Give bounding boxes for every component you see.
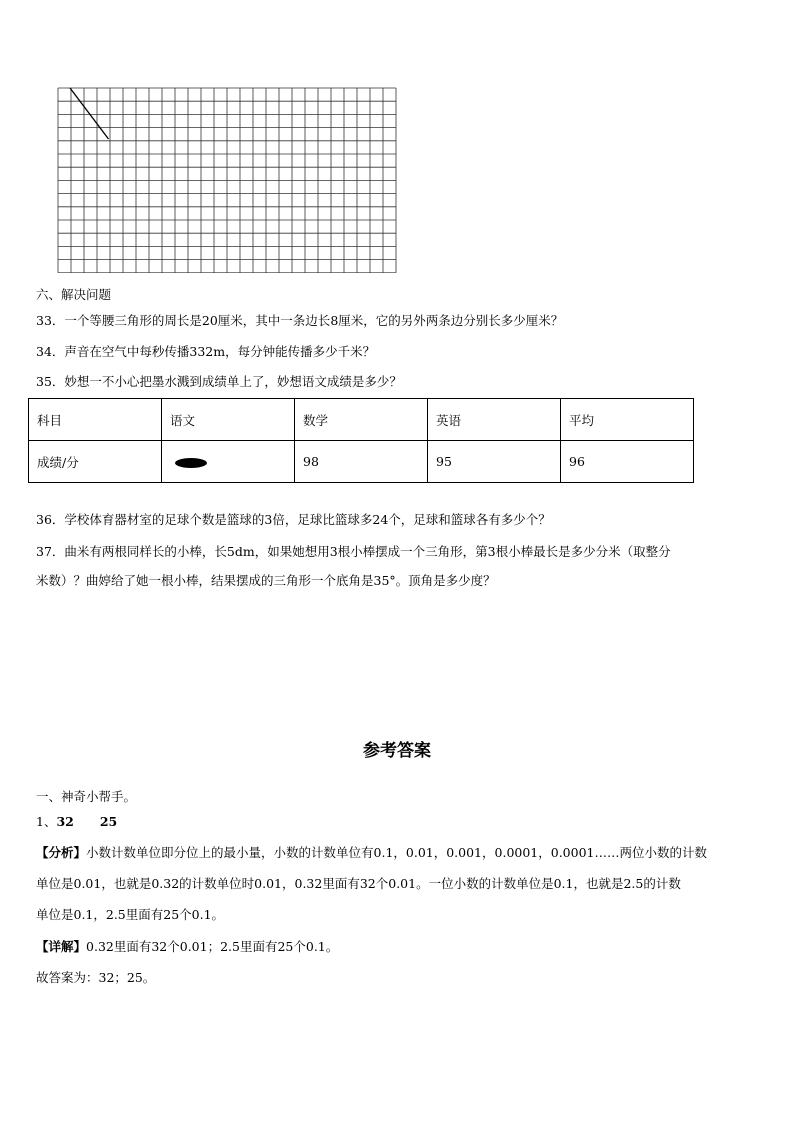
ink-blot-cell [162, 441, 295, 483]
analysis-tag: 【分析】 [36, 845, 87, 860]
analysis-text: 小数计数单位即分位上的最小量，小数的计数单位有0.1，0.01，0.001，0.0001，0.0001……两位小数的计数 [86, 845, 707, 860]
answer-1-label: 1、 [36, 814, 57, 829]
answer-1-value-a: 32 [56, 814, 74, 829]
table-header-row [29, 399, 694, 441]
table-cell: 96 [561, 441, 694, 483]
detail-text: 0.32里面有32个0.01；2.5里面有25个0.1。 [86, 939, 339, 954]
square-grid-figure [57, 87, 399, 273]
diagonal-segment [70, 88, 109, 139]
ink-blot-icon [174, 457, 208, 469]
analysis-line-2: 单位是0.01，也就是0.32的计数单位时0.01，0.32里面有32个0.01。一位小数的计数单位是0.1，也就是2.5的计数 [36, 876, 681, 891]
analysis-line-3: 单位是0.1，2.5里面有25个0.1。 [36, 907, 225, 922]
table-header-cell: 科目 [29, 399, 162, 441]
question-37-line-1: 37．曲米有两根同样长的小棒，长5dm，如果她想用3根小棒摆成一个三角形，第3根小棒最长是多少分米（取整分 [36, 544, 671, 559]
answer-1-value-b: 25 [99, 814, 118, 829]
section-six-title: 六、解决问题 [36, 287, 112, 302]
answer-1 [36, 814, 117, 830]
table-row-label: 成绩/分 [29, 441, 162, 483]
conclusion-line: 故答案为：32；25。 [36, 970, 156, 985]
answer-title: 参考答案 [363, 741, 431, 761]
analysis-line-1 [36, 845, 707, 861]
detail-line [36, 939, 338, 955]
table-header-cell: 平均 [561, 399, 694, 441]
question-35: 35．妙想一不小心把墨水溅到成绩单上了，妙想语文成绩是多少？ [36, 374, 402, 389]
score-table [28, 398, 694, 483]
table-header-cell: 英语 [428, 399, 561, 441]
detail-tag: 【详解】 [36, 939, 87, 954]
table-cell: 95 [428, 441, 561, 483]
table-cell: 98 [295, 441, 428, 483]
question-33: 33．一个等腰三角形的周长是20厘米，其中一条边长8厘米，它的另外两条边分别长多少厘米？ [36, 313, 564, 328]
table-row [29, 441, 694, 483]
part-one-title: 一、神奇小帮手。 [36, 789, 137, 804]
question-37-line-2: 米数）？曲婷给了她一根小棒，结果摆成的三角形一个底角是35°。顶角是多少度？ [36, 573, 496, 588]
table-header-cell: 语文 [162, 399, 295, 441]
question-36: 36．学校体育器材室的足球个数是篮球的3倍，足球比篮球多24个，足球和篮球各有多少个？ [36, 512, 551, 527]
question-34: 34．声音在空气中每秒传播332m，每分钟能传播多少千米？ [36, 344, 376, 359]
table-header-cell: 数学 [295, 399, 428, 441]
